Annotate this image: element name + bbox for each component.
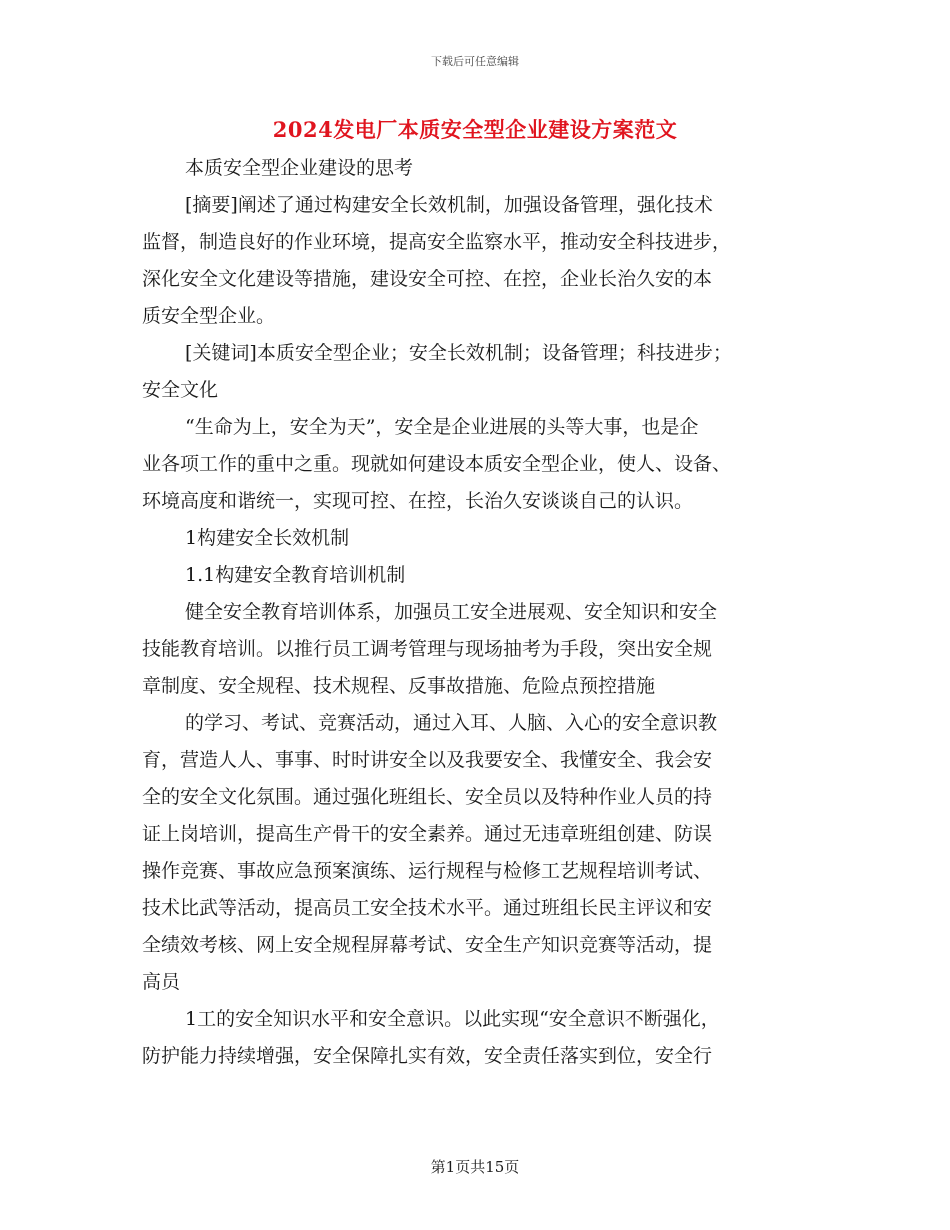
text-line: 证上岗培训，提高生产骨干的安全素养。通过无违章班组创建、防误 (142, 823, 713, 845)
page-header-note: 下载后可任意编辑 (431, 55, 519, 68)
text-line: 安全文化 (142, 379, 219, 401)
text-line: 质安全型企业。 (142, 305, 276, 327)
text-line: 高员 (142, 971, 181, 993)
page-number: 第1页共15页 (430, 1158, 520, 1176)
section-heading: 1构建安全长效机制 (185, 527, 350, 549)
text-line: 技能教育培训。以推行员工调考管理与现场抽考为手段，突出安全规 (142, 638, 713, 660)
text-line: “生命为上，安全为天”，安全是企业进展的头等大事，也是企 (185, 416, 699, 438)
text-line: [摘要]阐述了通过构建安全长效机制，加强设备管理，强化技术 (185, 194, 713, 216)
text-line: 技术比武等活动，提高员工安全技术水平。通过班组长民主评议和安 (142, 897, 713, 919)
text-line: 本质安全型企业建设的思考 (185, 157, 414, 179)
text-line: 操作竞赛、事故应急预案演练、运行规程与检修工艺规程培训考试、 (142, 860, 713, 882)
text-line: 业各项工作的重中之重。现就如何建设本质安全型企业，使人、设备、 (142, 453, 732, 475)
text-line: 健全安全教育培训体系，加强员工安全进展观、安全知识和安全 (185, 601, 718, 623)
text-line: 章制度、安全规程、技术规程、反事故措施、危险点预控措施 (142, 675, 656, 697)
text-line: 全绩效考核、网上安全规程屏幕考试、安全生产知识竞赛等活动，提 (142, 934, 713, 956)
text-line: [关键词]本质安全型企业；安全长效机制；设备管理；科技进步； (185, 342, 732, 364)
text-line: 1工的安全知识水平和安全意识。以此实现“安全意识不断强化， (185, 1008, 720, 1030)
text-line: 环境高度和谐统一，实现可控、在控，长治久安谈谈自己的认识。 (142, 490, 694, 512)
text-line: 监督，制造良好的作业环境，提高安全监察水平，推动安全科技进步， (142, 231, 732, 253)
subsection-heading: 1.1构建安全教育培训机制 (185, 564, 406, 586)
document-body (142, 150, 812, 1075)
text-line: 育，营造人人、事事、时时讲安全以及我要安全、我懂安全、我会安 (142, 749, 713, 771)
text-line: 的学习、考试、竞赛活动，通过入耳、人脑、入心的安全意识教 (185, 712, 718, 734)
text-line: 深化安全文化建设等措施，建设安全可控、在控，企业长治久安的本 (142, 268, 713, 290)
document-title: 2024发电厂本质安全型企业建设方案范文 (272, 117, 678, 142)
text-line: 防护能力持续增强，安全保障扎实有效，安全责任落实到位，安全行 (142, 1045, 713, 1067)
text-line: 全的安全文化氛围。通过强化班组长、安全员以及特种作业人员的持 (142, 786, 713, 808)
